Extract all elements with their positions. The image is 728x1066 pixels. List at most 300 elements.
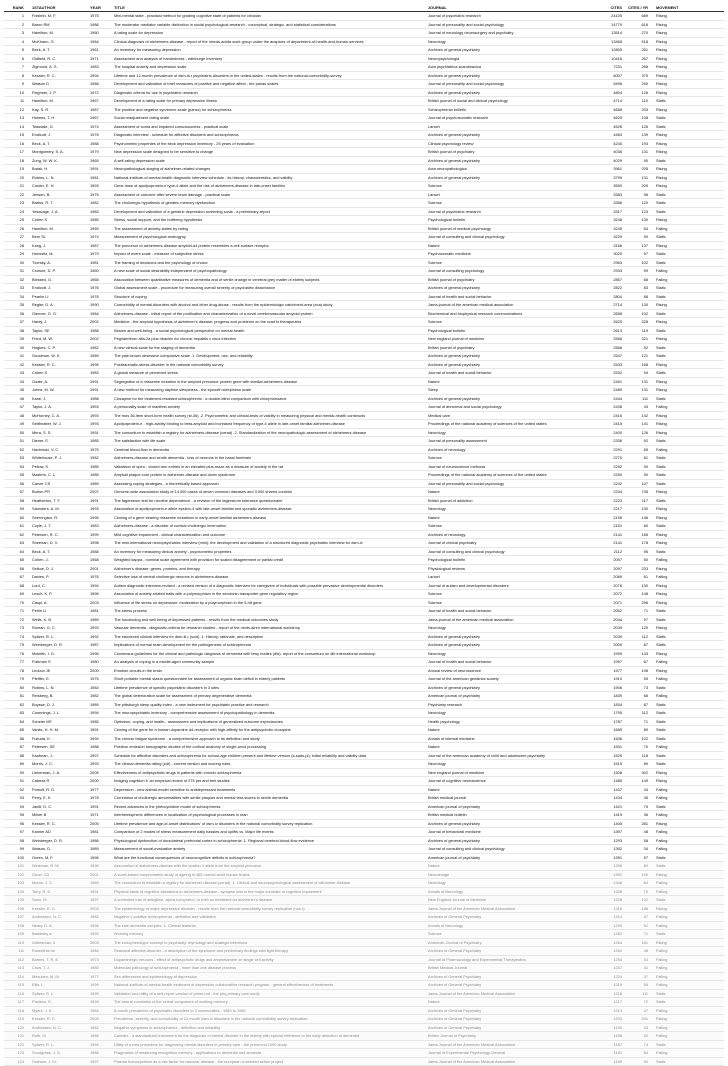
rank-cell: 83	[4, 709, 30, 718]
rank-cell: 29	[4, 250, 30, 259]
table-row[interactable]	[4, 649, 724, 658]
movement-cell: Rising	[650, 71, 724, 80]
movement-cell: Static	[650, 751, 724, 760]
table-row[interactable]	[4, 165, 724, 174]
first-author-cell: Goate, A.	[30, 377, 88, 386]
table-row[interactable]	[4, 12, 724, 21]
table-row[interactable]	[4, 573, 724, 582]
movement-cell: Falling	[650, 1006, 724, 1015]
journal-cell: Neurology	[426, 428, 596, 437]
table-row[interactable]	[4, 97, 724, 106]
cites-per-year-cell: 112	[624, 632, 650, 641]
table-row[interactable]	[4, 845, 724, 854]
rank-cell: 1	[4, 12, 30, 21]
table-row[interactable]	[4, 989, 724, 998]
cites-per-year-cell: 102	[624, 896, 650, 905]
journal-cell: American journal of psychiatry	[426, 802, 596, 811]
journal-cell: Journal of psychiatric research	[426, 12, 596, 21]
table-row[interactable]	[4, 37, 724, 46]
cites-cell: 24105	[596, 12, 624, 21]
year-cell: 1967	[88, 97, 112, 106]
table-row[interactable]	[4, 913, 724, 922]
journal-cell: Archives of general psychiatry	[426, 819, 596, 828]
rank-cell: 105	[4, 896, 30, 905]
year-cell: 2007	[88, 488, 112, 497]
table-row[interactable]	[4, 292, 724, 301]
cites-cell: 1787	[596, 717, 624, 726]
movement-cell: Static	[650, 1040, 724, 1049]
table-row[interactable]	[4, 369, 724, 378]
table-row[interactable]	[4, 734, 724, 743]
cites-cell: 1515	[596, 760, 624, 769]
cites-cell: 2223	[596, 496, 624, 505]
table-row[interactable]	[4, 29, 724, 38]
table-row[interactable]	[4, 386, 724, 395]
year-cell: 2000	[88, 777, 112, 786]
table-row[interactable]	[4, 870, 724, 879]
table-row[interactable]	[4, 675, 724, 684]
cites-cell: 1997	[596, 658, 624, 667]
cites-per-year-cell: 146	[624, 513, 650, 522]
cites-per-year-cell: 117	[624, 496, 650, 505]
table-row[interactable]	[4, 54, 724, 63]
table-row[interactable]	[4, 88, 724, 97]
table-row[interactable]	[4, 1040, 724, 1049]
cites-cell: 4240	[596, 139, 624, 148]
header-cites[interactable]: CITES	[596, 4, 624, 12]
movement-cell: Static	[650, 326, 724, 335]
table-row[interactable]	[4, 522, 724, 531]
table-row[interactable]	[4, 658, 724, 667]
table-row[interactable]	[4, 479, 724, 488]
table-row[interactable]	[4, 726, 724, 735]
first-author-cell: Fried, M. W.	[30, 335, 88, 344]
cites-cell: 2242	[596, 479, 624, 488]
rank-cell: 122	[4, 1040, 30, 1049]
cites-per-year-cell: 131	[624, 386, 650, 395]
header-cites-per-year[interactable]: CITES / YR	[624, 4, 650, 12]
year-cell: 2003	[88, 904, 112, 913]
year-cell: 1988	[88, 1049, 112, 1058]
cites-per-year-cell: 131	[624, 173, 650, 182]
table-row[interactable]	[4, 420, 724, 429]
journal-cell: New England Journal of Medicine	[426, 896, 596, 905]
table-row[interactable]	[4, 505, 724, 514]
table-row[interactable]	[4, 862, 724, 871]
cites-per-year-cell: 61	[624, 573, 650, 582]
table-row[interactable]	[4, 20, 724, 29]
movement-cell: Rising	[650, 148, 724, 157]
table-row[interactable]	[4, 284, 724, 293]
movement-cell: Falling	[650, 836, 724, 845]
table-row[interactable]	[4, 530, 724, 539]
table-row[interactable]	[4, 598, 724, 607]
rank-cell: 33	[4, 284, 30, 293]
journal-cell: Archives of general psychiatry	[426, 156, 596, 165]
journal-cell: Neurology	[426, 624, 596, 633]
table-row[interactable]	[4, 828, 724, 837]
table-row[interactable]	[4, 471, 724, 480]
table-row[interactable]	[4, 887, 724, 896]
first-author-cell: Beck, A. T.	[30, 547, 88, 556]
journal-cell: Journal of personality and social psychology	[426, 479, 596, 488]
table-row[interactable]	[4, 709, 724, 718]
rank-cell: 27	[4, 233, 30, 242]
year-cell: 1978	[88, 794, 112, 803]
header-year[interactable]: YEAR	[88, 4, 112, 12]
table-row[interactable]	[4, 955, 724, 964]
title-cell: National-institute-of-mental-health treatment of depression collaborative research-program - general effectiveness of treatments	[112, 981, 426, 990]
movement-cell: Rising	[650, 590, 724, 599]
cites-cell: 1346	[596, 879, 624, 888]
year-cell: 1979	[88, 250, 112, 259]
table-row[interactable]	[4, 122, 724, 131]
table-row[interactable]	[4, 207, 724, 216]
table-row[interactable]	[4, 182, 724, 191]
title-cell: The structured clinical interview for dsm-iii-r (scid) .1. History, rationale, and description	[112, 632, 426, 641]
table-row[interactable]	[4, 1006, 724, 1015]
year-cell: 1999	[88, 989, 112, 998]
table-row[interactable]	[4, 904, 724, 913]
title-cell: Imaging cognition ii: an empirical review of 275 pet and fmri studies	[112, 777, 426, 786]
table-row[interactable]	[4, 411, 724, 420]
table-row[interactable]	[4, 114, 724, 123]
header-rank[interactable]: RANK	[4, 4, 30, 12]
title-cell: Dopaminergic neurons - effect of antipsychotic drugs and amphetamine on single cell activity	[112, 955, 426, 964]
table-row[interactable]	[4, 896, 724, 905]
table-row[interactable]	[4, 777, 724, 786]
year-cell: 1968	[88, 556, 112, 565]
title-cell: What are the functional consequences of neurocognitive deficits in schizophrenia?	[112, 853, 426, 862]
cites-per-year-cell: 126	[624, 122, 650, 131]
year-cell: 1984	[88, 37, 112, 46]
year-cell: 1997	[88, 1057, 112, 1066]
table-row[interactable]	[4, 488, 724, 497]
table-row[interactable]	[4, 930, 724, 939]
cites-per-year-cell: 70	[624, 743, 650, 752]
table-row[interactable]	[4, 105, 724, 114]
table-row[interactable]	[4, 547, 724, 556]
first-author-cell: Roth, M.	[30, 1032, 88, 1041]
table-row[interactable]	[4, 717, 724, 726]
cites-cell: 3961	[596, 165, 624, 174]
table-row[interactable]	[4, 802, 724, 811]
year-cell: 1994	[88, 709, 112, 718]
cites-cell: 1685	[596, 726, 624, 735]
year-cell: 1986	[88, 1032, 112, 1041]
table-row[interactable]	[4, 462, 724, 471]
year-cell: 1965	[88, 156, 112, 165]
title-cell: Association of apolipoprotein-e allele epsilon-4 with late-onset familial and sporadic alzheimers-disease	[112, 505, 426, 514]
title-cell: Molecular pathology of schizophrenia - more than one disease process	[112, 964, 426, 973]
table-row[interactable]	[4, 641, 724, 650]
movement-cell: Static	[650, 394, 724, 403]
table-row[interactable]	[4, 964, 724, 973]
first-author-cell: Selkoe, D. J.	[30, 564, 88, 573]
movement-cell: Falling	[650, 879, 724, 888]
first-author-cell: Mirra, S. S.	[30, 428, 88, 437]
cites-per-year-cell: 181	[624, 938, 650, 947]
first-author-cell: Perry, E. K.	[30, 794, 88, 803]
cites-per-year-cell: 34	[624, 845, 650, 854]
first-author-cell: Milner B	[30, 811, 88, 820]
table-row[interactable]	[4, 581, 724, 590]
table-row[interactable]	[4, 666, 724, 675]
title-cell: The mos 36-item short-form health survey (sf-36) .2. Psychometric and clinical-tests of validity in measuring physical and mental-health constructs	[112, 411, 426, 420]
rank-cell: 4	[4, 37, 30, 46]
movement-cell: Rising	[650, 420, 724, 429]
table-row[interactable]	[4, 607, 724, 616]
title-cell: The consortium to establish a registry for alzheimer-disease (cerad) .1. Clinical and neuropsychological assessment of alzheimer-disease	[112, 879, 426, 888]
cites-cell: 2039	[596, 624, 624, 633]
table-row[interactable]	[4, 785, 724, 794]
rank-cell: 54	[4, 462, 30, 471]
rank-cell: 77	[4, 658, 30, 667]
first-author-cell: Baron RM	[30, 20, 88, 29]
table-row[interactable]	[4, 173, 724, 182]
table-row[interactable]	[4, 428, 724, 437]
cites-per-year-cell: 71	[624, 717, 650, 726]
table-row[interactable]	[4, 768, 724, 777]
title-cell: Alzheimers-disease and senile dementia - loss of neurons in the basal forebrain	[112, 454, 426, 463]
table-row[interactable]	[4, 1015, 724, 1024]
table-row[interactable]	[4, 556, 724, 565]
title-cell: Gene dose of apolipoprotein-e type-4 allele and the risk of alzheimers-disease in late-onset families	[112, 182, 426, 191]
cites-cell: 3020	[596, 250, 624, 259]
movement-cell: Static	[650, 284, 724, 293]
year-cell: 2003	[88, 598, 112, 607]
cites-cell: 4714	[596, 97, 624, 106]
table-row[interactable]	[4, 811, 724, 820]
cites-cell: 2151	[596, 522, 624, 531]
year-cell: 1985	[88, 471, 112, 480]
year-cell: 1967	[88, 114, 112, 123]
cites-cell: 3799	[596, 173, 624, 182]
cites-per-year-cell: 92	[624, 343, 650, 352]
cites-per-year-cell: 178	[624, 539, 650, 548]
table-row[interactable]	[4, 250, 724, 259]
rank-cell: 32	[4, 275, 30, 284]
table-row[interactable]	[4, 71, 724, 80]
journal-cell: Journal of consulting and clinical psychology	[426, 845, 596, 854]
table-row[interactable]	[4, 751, 724, 760]
cites-per-year-cell: 121	[624, 352, 650, 361]
rank-cell: 119	[4, 1015, 30, 1024]
title-cell: Camdex - a standardized instrument for the diagnosis of mental disorder in the elderly with special reference to the early detection of dementia	[112, 1032, 426, 1041]
rank-cell: 22	[4, 190, 30, 199]
table-row[interactable]	[4, 760, 724, 769]
cites-per-year-cell: 126	[624, 428, 650, 437]
cites-cell: 1508	[596, 768, 624, 777]
header-journal[interactable]: JOURNAL	[426, 4, 596, 12]
year-cell: 1979	[88, 148, 112, 157]
table-row[interactable]	[4, 615, 724, 624]
table-row[interactable]	[4, 80, 724, 89]
header-first-author[interactable]: 1STAUTHOR	[30, 4, 88, 12]
table-row[interactable]	[4, 564, 724, 573]
rank-cell: 97	[4, 828, 30, 837]
first-author-cell: Ledoux JE	[30, 666, 88, 675]
year-cell: 1976	[88, 284, 112, 293]
table-row[interactable]	[4, 454, 724, 463]
movement-cell: Static	[650, 114, 724, 123]
year-cell: 1983	[88, 63, 112, 72]
title-cell: The global deterioration scale for assessment of primary degenerative dementia	[112, 692, 426, 701]
cites-cell: 1318	[596, 904, 624, 913]
cites-cell: 2076	[596, 581, 624, 590]
cites-per-year-cell: 97	[624, 615, 650, 624]
table-row[interactable]	[4, 46, 724, 55]
year-cell: 1960	[88, 29, 112, 38]
year-cell: 1984	[88, 947, 112, 956]
cites-per-year-cell: 250	[624, 80, 650, 89]
table-row[interactable]	[4, 309, 724, 318]
movement-cell: Static	[650, 522, 724, 531]
table-row[interactable]	[4, 1023, 724, 1032]
journal-cell: Proceedings of the national academy of sciences of the united states	[426, 420, 596, 429]
title-cell: The yale-brown obsessive compulsive scale .1. Development, use, and reliability	[112, 352, 426, 361]
year-cell: 2002	[88, 318, 112, 327]
table-row[interactable]	[4, 624, 724, 633]
table-row[interactable]	[4, 879, 724, 888]
cites-cell: 1293	[596, 921, 624, 930]
table-row[interactable]	[4, 326, 724, 335]
table-row[interactable]	[4, 403, 724, 412]
header-movement[interactable]: MOVEMENT	[650, 4, 724, 12]
cites-per-year-cell: 72	[624, 998, 650, 1007]
table-row[interactable]	[4, 683, 724, 692]
table-row[interactable]	[4, 539, 724, 548]
table-row[interactable]	[4, 156, 724, 165]
table-row[interactable]	[4, 394, 724, 403]
table-row[interactable]	[4, 1057, 724, 1066]
cites-cell: 2444	[596, 394, 624, 403]
table-row[interactable]	[4, 335, 724, 344]
table-row[interactable]	[4, 343, 724, 352]
table-row[interactable]	[4, 139, 724, 148]
table-row[interactable]	[4, 947, 724, 956]
journal-cell: American journal of psychiatry	[426, 692, 596, 701]
first-author-cell: Zigmond, A. S.	[30, 63, 88, 72]
title-cell: Apolipoprotein-e - high-avidity binding to beta-amyloid and increased frequency of type-4 allele in late-onset familial alzheimer-disease	[112, 420, 426, 429]
year-cell: 1993	[88, 505, 112, 514]
table-row[interactable]	[4, 632, 724, 641]
table-row[interactable]	[4, 258, 724, 267]
title-cell: A rating scale for depression	[112, 29, 426, 38]
movement-cell: Falling	[650, 828, 724, 837]
table-row[interactable]	[4, 1049, 724, 1058]
movement-cell: Rising	[650, 335, 724, 344]
title-cell: Association of alzheimers-disease with the epsilon 4 allele from the amyloid precursor	[112, 862, 426, 871]
year-cell: 1988	[88, 743, 112, 752]
table-row[interactable]	[4, 700, 724, 709]
table-row[interactable]	[4, 743, 724, 752]
journal-cell: Nature	[426, 998, 596, 1007]
table-row[interactable]	[4, 692, 724, 701]
table-row[interactable]	[4, 216, 724, 225]
table-row[interactable]	[4, 853, 724, 862]
year-cell: 1987	[88, 241, 112, 250]
table-row[interactable]	[4, 190, 724, 199]
title-cell: Prevalence, severity, and comorbidity of 12-month dsm-iv disorders in the national comorbidity survey replication	[112, 1015, 426, 1024]
table-row[interactable]	[4, 938, 724, 947]
year-cell: 1975	[88, 12, 112, 21]
table-row[interactable]	[4, 590, 724, 599]
year-cell: 1988	[88, 547, 112, 556]
table-row[interactable]	[4, 496, 724, 505]
year-cell: 1973	[88, 955, 112, 964]
cites-cell: 2547	[596, 352, 624, 361]
first-author-cell: Kessler, R. C.	[30, 71, 88, 80]
first-author-cell: Lord, C.	[30, 581, 88, 590]
table-row[interactable]	[4, 131, 724, 140]
cites-cell: 2857	[596, 275, 624, 284]
table-row[interactable]	[4, 972, 724, 981]
table-row[interactable]	[4, 437, 724, 446]
table-row[interactable]	[4, 148, 724, 157]
table-row[interactable]	[4, 836, 724, 845]
journal-cell: Archives of general psychiatry	[426, 46, 596, 55]
rank-cell: 58	[4, 496, 30, 505]
table-row[interactable]	[4, 318, 724, 327]
movement-cell: Static	[650, 437, 724, 446]
journal-cell: British journal of psychiatry	[426, 343, 596, 352]
year-cell: 1996	[88, 590, 112, 599]
movement-cell: Rising	[650, 318, 724, 327]
table-row[interactable]	[4, 981, 724, 990]
rank-cell: 56	[4, 479, 30, 488]
movement-cell: Rising	[650, 173, 724, 182]
table-row[interactable]	[4, 301, 724, 310]
table-row[interactable]	[4, 819, 724, 828]
year-cell: 1993	[88, 411, 112, 420]
table-row[interactable]	[4, 998, 724, 1007]
first-author-cell: Javitt, D. C.	[30, 802, 88, 811]
table-row[interactable]	[4, 241, 724, 250]
table-row[interactable]	[4, 377, 724, 386]
table-row[interactable]	[4, 513, 724, 522]
year-cell: 1961	[88, 46, 112, 55]
year-cell: 1991	[88, 726, 112, 735]
table-row[interactable]	[4, 445, 724, 454]
movement-cell: Static	[650, 479, 724, 488]
year-cell: 1991	[88, 377, 112, 386]
table-row[interactable]	[4, 199, 724, 208]
title-cell: Lifetime prevalence of specific psychiatric disorders in 3 sites	[112, 683, 426, 692]
table-row[interactable]	[4, 360, 724, 369]
cites-per-year-cell: 71	[624, 607, 650, 616]
table-row[interactable]	[4, 267, 724, 276]
table-row[interactable]	[4, 63, 724, 72]
table-row[interactable]	[4, 921, 724, 930]
table-row[interactable]	[4, 224, 724, 233]
table-row[interactable]	[4, 352, 724, 361]
cites-cell: 1314	[596, 913, 624, 922]
table-row[interactable]	[4, 275, 724, 284]
header-title[interactable]: TITLE	[112, 4, 426, 12]
table-row[interactable]	[4, 233, 724, 242]
rank-cell: 50	[4, 428, 30, 437]
movement-cell: Static	[650, 853, 724, 862]
journal-cell: Archives of general psychiatry	[426, 394, 596, 403]
year-cell: 1999	[88, 530, 112, 539]
journal-cell: Science	[426, 199, 596, 208]
cites-per-year-cell: 97	[624, 853, 650, 862]
first-author-cell: Terry, R. D.	[30, 887, 88, 896]
table-row[interactable]	[4, 794, 724, 803]
cites-per-year-cell: 111	[624, 989, 650, 998]
table-row[interactable]	[4, 1032, 724, 1041]
